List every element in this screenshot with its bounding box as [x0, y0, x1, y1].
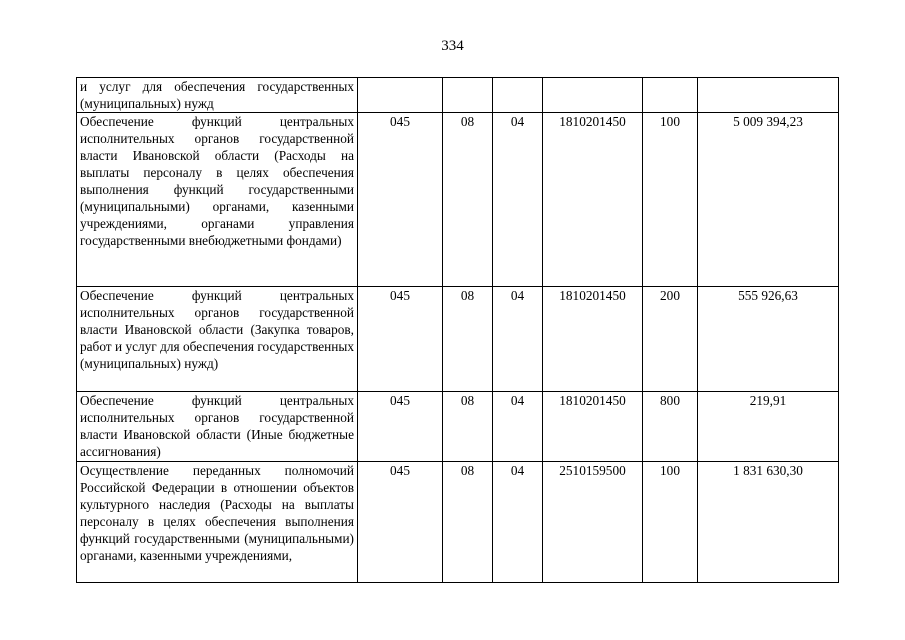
amount: 5 009 394,23: [698, 113, 839, 287]
subsection-code: 04: [493, 392, 543, 462]
expense-type-code: 200: [643, 287, 698, 392]
amount: [698, 78, 839, 113]
table-row: [77, 392, 839, 462]
target-article-code: 2510159500: [543, 462, 643, 583]
row-description: Обеспечение функций центральных исполнительных органов государственной власти Ивановской области (Иные бюджетные ассигнования): [77, 392, 358, 462]
ministry-code: 045: [358, 113, 443, 287]
target-article-code: 1810201450: [543, 113, 643, 287]
ministry-code: 045: [358, 287, 443, 392]
table-row: [77, 462, 839, 583]
expense-type-code: [643, 78, 698, 113]
subsection-code: [493, 78, 543, 113]
row-description: Обеспечение функций центральных исполнительных органов государственной власти Ивановской области (Закупка товаров, работ и услуг для обеспечения государственных (муниципальных) нужд): [77, 287, 358, 392]
table-row: [77, 113, 839, 287]
section-code: 08: [443, 462, 493, 583]
budget-table: [76, 77, 839, 583]
section-code: 08: [443, 392, 493, 462]
amount: 219,91: [698, 392, 839, 462]
section-code: [443, 78, 493, 113]
target-article-code: [543, 78, 643, 113]
target-article-code: 1810201450: [543, 392, 643, 462]
expense-type-code: 100: [643, 462, 698, 583]
amount: 1 831 630,30: [698, 462, 839, 583]
table-row: [77, 287, 839, 392]
subsection-code: 04: [493, 287, 543, 392]
row-description: и услуг для обеспечения государственных (муниципальных) нужд: [77, 78, 358, 113]
ministry-code: 045: [358, 392, 443, 462]
ministry-code: 045: [358, 462, 443, 583]
section-code: 08: [443, 113, 493, 287]
expense-type-code: 800: [643, 392, 698, 462]
row-description: Осуществление переданных полномочий Российской Федерации в отношении объектов культурного наследия (Расходы на выплаты персоналу в целях обеспечения выполнения функций государственными (муниципальными) органами, казенными учреждениями,: [77, 462, 358, 583]
subsection-code: 04: [493, 113, 543, 287]
target-article-code: 1810201450: [543, 287, 643, 392]
table-row: [77, 78, 839, 113]
section-code: 08: [443, 287, 493, 392]
row-description: Обеспечение функций центральных исполнительных органов государственной власти Ивановской области (Расходы на выплаты персоналу в целях обеспечения выполнения функций государственными (муниципальными) органами, казенными учреждениями, органами управления государственными внебюджетными фондами): [77, 113, 358, 287]
subsection-code: 04: [493, 462, 543, 583]
expense-type-code: 100: [643, 113, 698, 287]
ministry-code: [358, 78, 443, 113]
amount: 555 926,63: [698, 287, 839, 392]
page-number: 334: [441, 38, 464, 54]
